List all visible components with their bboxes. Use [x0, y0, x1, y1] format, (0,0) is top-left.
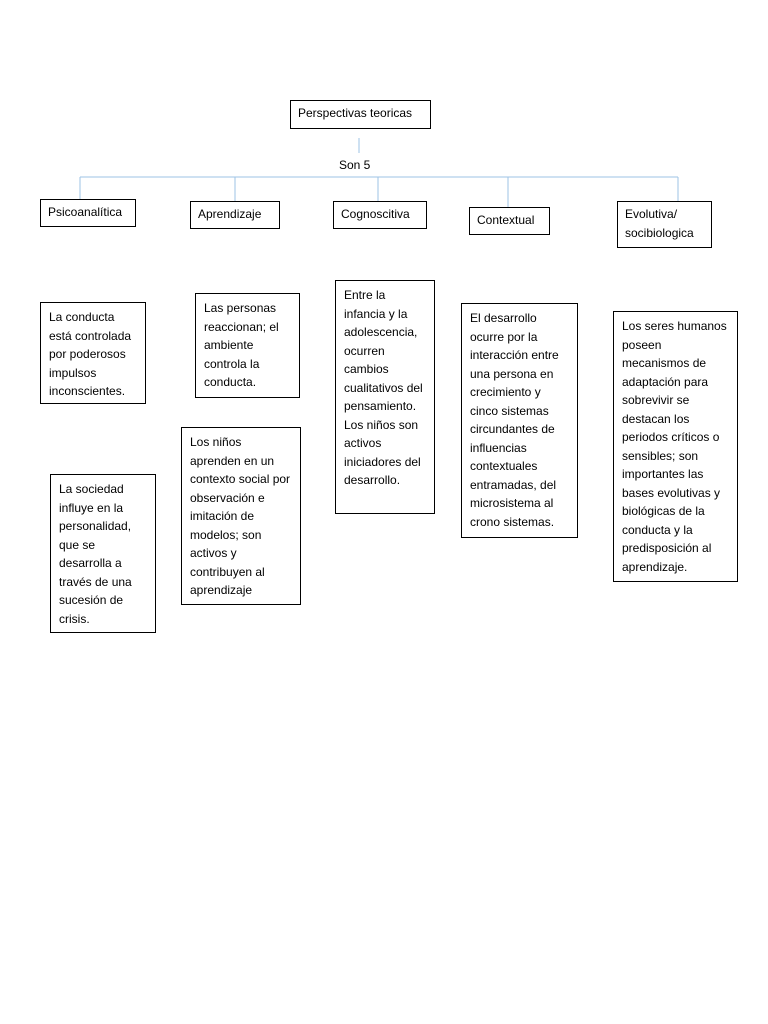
root-title: Perspectivas teoricas [298, 106, 413, 120]
category-contextual: Contextual [469, 207, 550, 235]
category-evolutiva: Evolutiva/ socibiologica [617, 201, 712, 248]
description-aprendizaje-2: Los niños aprenden en un contexto social por observación e imitación de modelos; son activos y contribuyen al aprendizaje [181, 427, 301, 605]
connector-label: Son 5 [339, 158, 371, 172]
root-node [290, 100, 431, 129]
category-cognoscitiva: Cognoscitiva [333, 201, 427, 229]
description-cognoscitiva: Entre la infancia y la adolescencia, ocurren cambios cualitativos del pensamiento. Los niños son activos iniciadores del desarrollo. [335, 280, 435, 514]
description-psicoanalitica-2: La sociedad influye en la personalidad, que se desarrolla a través de una sucesión de crisis. [50, 474, 156, 633]
description-psicoanalitica-1: La conducta está controlada por poderosos impulsos inconscientes. [40, 302, 146, 404]
description-aprendizaje-1: Las personas reaccionan; el ambiente controla la conducta. [195, 293, 300, 398]
description-evolutiva: Los seres humanos poseen mecanismos de adaptación para sobrevivir se destacan los periodos críticos o sensibles; son importantes las bases evolutivas y biológicas de la conducta y la predisposición al aprendizaje. [613, 311, 738, 582]
category-psicoanalitica: Psicoanalítica [40, 199, 136, 227]
category-aprendizaje: Aprendizaje [190, 201, 280, 229]
description-contextual: El desarrollo ocurre por la interacción entre una persona en crecimiento y cinco sistemas circundantes de influencias contextuales entramadas, del microsistema al crono sistemas. [461, 303, 578, 538]
